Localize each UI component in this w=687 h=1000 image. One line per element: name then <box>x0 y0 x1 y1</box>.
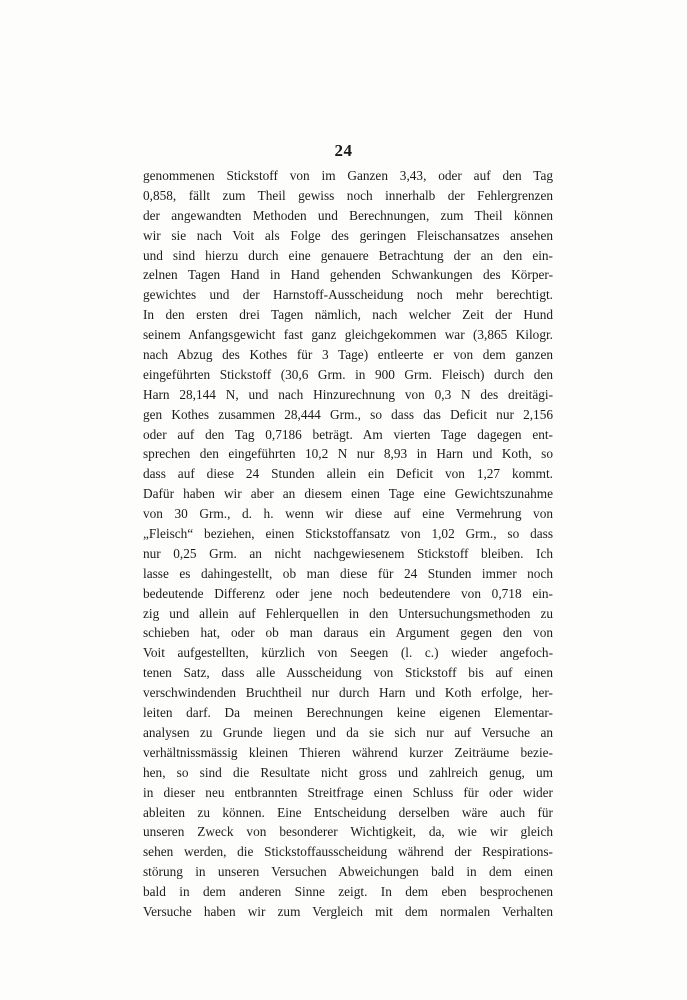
text-line: ableiten zu können. Eine Entscheidung derselben wäre auch für <box>143 804 553 820</box>
text-line: genommenen Stickstoff von im Ganzen 3,43, oder auf den Tag <box>143 168 553 183</box>
text-line: wir sie nach Voit als Folge des geringen Fleischansatzes ansehen <box>143 227 553 243</box>
text-line: analysen zu Grunde liegen und da sie sich nur auf Versuche an <box>143 724 553 740</box>
text-line: Voit aufgestellten, kürzlich von Seegen (l. c.) wieder angefoch- <box>143 645 553 661</box>
text-line: bedeutende Differenz oder jene noch bedeutendere von 0,718 ein- <box>143 585 553 601</box>
body-text <box>143 166 553 922</box>
text-line: unseren Zweck von besonderer Wichtigkeit, da, wie wir gleich <box>143 824 553 840</box>
text-line: leiten darf. Da meinen Berechnungen keine eigenen Elementar- <box>143 705 553 721</box>
text-line: 0,858, fällt zum Theil gewiss noch innerhalb der Fehlergrenzen <box>143 187 553 203</box>
text-line: eingeführten Stickstoff (30,6 Grm. in 900 Grm. Fleisch) durch den <box>143 366 553 382</box>
text-line: „Fleisch“ beziehen, einen Stickstoffansatz von 1,02 Grm., so dass <box>143 526 553 542</box>
text-line: der angewandten Methoden und Berechnungen, zum Theil können <box>143 207 553 223</box>
text-line: Dafür haben wir aber an diesem einen Tage eine Gewichtszunahme <box>143 486 553 502</box>
text-line: bald in dem anderen Sinne zeigt. In dem eben besprochenen <box>143 884 553 900</box>
text-line: oder auf den Tag 0,7186 beträgt. Am vierten Tage dagegen ent- <box>143 426 553 442</box>
text-line: von 30 Grm., d. h. wenn wir diese auf eine Vermehrung von <box>143 506 553 522</box>
page-number: 24 <box>334 141 353 160</box>
text-line: In den ersten drei Tagen nämlich, nach welcher Zeit der Hund <box>143 307 553 323</box>
text-line: seinem Anfangsgewicht fast ganz gleichgekommen war (3,865 Kilogr. <box>143 327 553 343</box>
text-line: sehen werden, die Stickstoffausscheidung während der Respirations- <box>143 844 553 860</box>
text-line: schieben hat, oder ob man daraus ein Argument gegen den von <box>143 625 553 641</box>
text-line: gen Kothes zusammen 28,444 Grm., so dass das Deficit nur 2,156 <box>143 406 553 422</box>
text-line: Harn 28,144 N, und nach Hinzurechnung von 0,3 N des dreitägi- <box>143 386 553 402</box>
text-line: gewichtes und der Harnstoff-Ausscheidung noch mehr berechtigt. <box>143 287 553 303</box>
text-line: zelnen Tagen Hand in Hand gehenden Schwankungen des Körper- <box>143 267 553 283</box>
text-line: nach Abzug des Kothes für 3 Tage) entleerte er von dem ganzen <box>143 347 553 363</box>
text-line: in dieser neu entbrannten Streitfrage einen Schluss für oder wider <box>143 784 553 800</box>
text-line: störung in unseren Versuchen Abweichungen bald in dem einen <box>143 864 553 880</box>
text-line: und sind hierzu durch eine genauere Betrachtung der an den ein- <box>143 247 553 263</box>
text-line: sprechen den eingeführten 10,2 N nur 8,93 in Harn und Koth, so <box>143 446 553 462</box>
text-line: tenen Satz, dass alle Ausscheidung von Stickstoff bis auf einen <box>143 665 553 681</box>
text-line: Versuche haben wir zum Vergleich mit dem normalen Verhalten <box>143 903 553 919</box>
text-line: dass auf diese 24 Stunden allein ein Deficit von 1,27 kommt. <box>143 466 553 482</box>
text-line: verhältnissmässig kleinen Thieren während kurzer Zeiträume bezie- <box>143 744 553 760</box>
text-line: nur 0,25 Grm. an nicht nachgewiesenem Stickstoff bleiben. Ich <box>143 545 553 561</box>
text-line: zig und allein auf Fehlerquellen in den Untersuchungsmethoden zu <box>143 605 553 621</box>
text-line: verschwindenden Bruchtheil nur durch Harn und Koth erfolge, her- <box>143 685 553 701</box>
text-line: hen, so sind die Resultate nicht gross und zahlreich genug, um <box>143 764 553 780</box>
text-line: lasse es dahingestellt, ob man diese für 24 Stunden immer noch <box>143 565 553 581</box>
